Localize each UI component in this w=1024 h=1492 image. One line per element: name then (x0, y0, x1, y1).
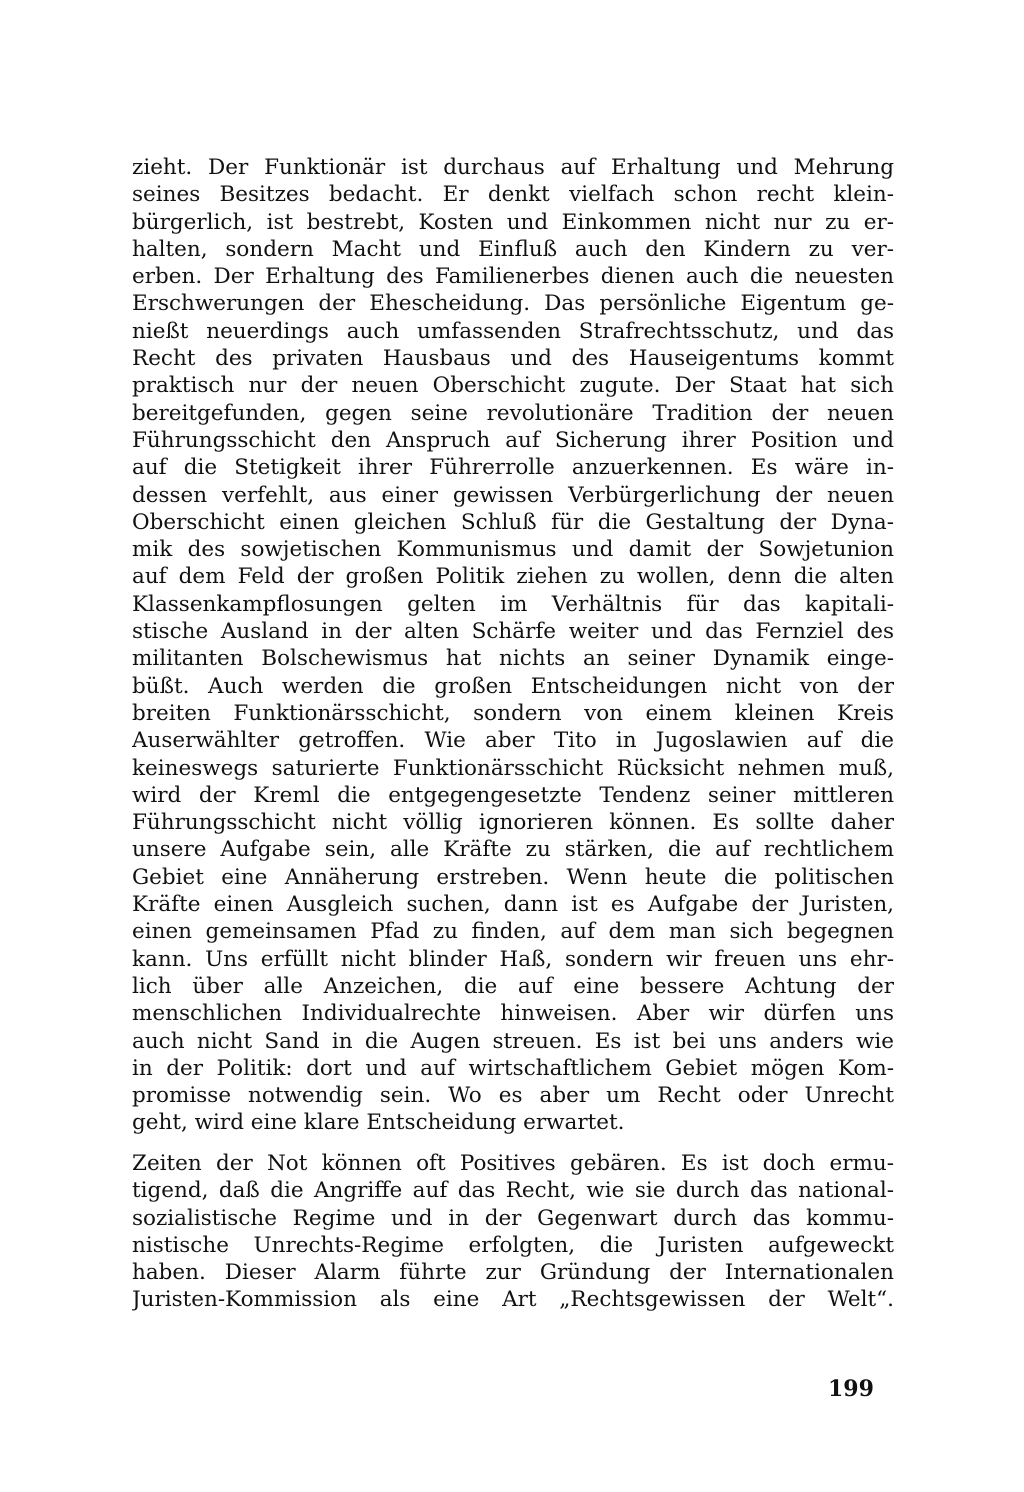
text-line: zieht. Der Funktionär ist durchaus auf Erhaltung und Mehrung (132, 155, 894, 180)
text-line: Führungsschicht nicht völlig ignorieren können. Es sollte daher (132, 810, 894, 836)
text-line: unsere Aufgabe sein, alle Kräfte zu stärken, die auf rechtlichem (132, 837, 894, 863)
text-line: auf die Stetigkeit ihrer Führerrolle anzuerkennen. Es wäre in- (132, 455, 894, 481)
paragraph-2 (132, 1150, 894, 1314)
text-line: wird der Kreml die entgegengesetzte Tendenz seiner mittleren (132, 782, 894, 808)
text-line: Zeiten der Not können oft Positives gebären. Es ist doch ermu- (132, 1151, 894, 1176)
text-line: geht, wird eine klare Entscheidung erwartet. (132, 1110, 625, 1136)
text-line: bereitgefunden, gegen seine revolutionäre Tradition der neuen (132, 400, 894, 426)
text-line: militanten Bolschewismus hat nichts an seiner Dynamik einge- (132, 646, 894, 672)
text-line: tigend, daß die Angriffe auf das Recht, wie sie durch das national- (132, 1178, 894, 1204)
text-line: kann. Uns erfüllt nicht blinder Haß, sondern wir freuen uns ehr- (132, 946, 894, 972)
text-line: büßt. Auch werden die großen Entscheidungen nicht von der (132, 673, 894, 699)
text-line: promisse notwendig sein. Wo es aber um Recht oder Unrecht (132, 1083, 894, 1109)
text-line: halten, sondern Macht und Einfluß auch den Kindern zu ver- (132, 236, 894, 262)
text-line: menschlichen Individualrechte hinweisen. Aber wir dürfen uns (132, 1001, 894, 1027)
text-line: Juristen-Kommission als eine Art „Rechtsgewissen der Welt“. (132, 1287, 894, 1313)
page-number: 199 (828, 1376, 874, 1402)
text-line: sozialistische Regime und in der Gegenwart durch das kommu- (132, 1205, 894, 1231)
text-line: seines Besitzes bedacht. Er denkt vielfach schon recht klein- (132, 182, 894, 208)
text-line: breiten Funktionärsschicht, sondern von einem kleinen Kreis (132, 700, 894, 726)
text-line: Klassenkampflosungen gelten im Verhältnis für das kapitali- (132, 591, 894, 617)
text-line: nießt neuerdings auch umfassenden Strafrechtsschutz, und das (132, 318, 894, 344)
text-line: Oberschicht einen gleichen Schluß für die Gestaltung der Dyna- (132, 509, 894, 535)
text-line: haben. Dieser Alarm führte zur Gründung der Internationalen (132, 1260, 894, 1286)
text-line: auf dem Feld der großen Politik ziehen zu wollen, denn die alten (132, 564, 894, 590)
text-line: erben. Der Erhaltung des Familienerbes dienen auch die neuesten (132, 264, 894, 290)
text-line: lich über alle Anzeichen, die auf eine bessere Achtung der (132, 973, 894, 999)
text-line: Auserwählter getroffen. Wie aber Tito in Jugoslawien auf die (132, 728, 894, 754)
text-line: Führungsschicht den Anspruch auf Sicherung ihrer Position und (132, 427, 894, 453)
text-line: mik des sowjetischen Kommunismus und damit der Sowjetunion (132, 537, 894, 563)
text-line: Recht des privaten Hausbaus und des Hauseigentums kommt (132, 346, 894, 372)
text-line: praktisch nur der neuen Oberschicht zugute. Der Staat hat sich (132, 373, 894, 399)
text-line: in der Politik: dort und auf wirtschaftlichem Gebiet mögen Kom- (132, 1055, 894, 1081)
text-line: dessen verfehlt, aus einer gewissen Verbürgerlichung der neuen (132, 482, 894, 508)
text-line: einen gemeinsamen Pfad zu finden, auf dem man sich begegnen (132, 919, 894, 945)
text-line: Gebiet eine Annäherung erstreben. Wenn heute die politischen (132, 864, 894, 890)
text-line: stische Ausland in der alten Schärfe weiter und das Fernziel des (132, 619, 894, 645)
text-line: nistische Unrechts-Regime erfolgten, die Juristen aufgeweckt (132, 1232, 894, 1258)
text-line: bürgerlich, ist bestrebt, Kosten und Einkommen nicht nur zu er- (132, 209, 894, 235)
paragraph-1 (132, 154, 894, 1137)
text-line: Kräfte einen Ausgleich suchen, dann ist es Aufgabe der Juristen, (132, 892, 894, 918)
text-line: auch nicht Sand in die Augen streuen. Es ist bei uns anders wie (132, 1028, 894, 1054)
text-line: Erschwerungen der Ehescheidung. Das persönliche Eigentum ge- (132, 291, 894, 317)
text-line: keineswegs saturierte Funktionärsschicht Rücksicht nehmen muß, (132, 755, 894, 781)
